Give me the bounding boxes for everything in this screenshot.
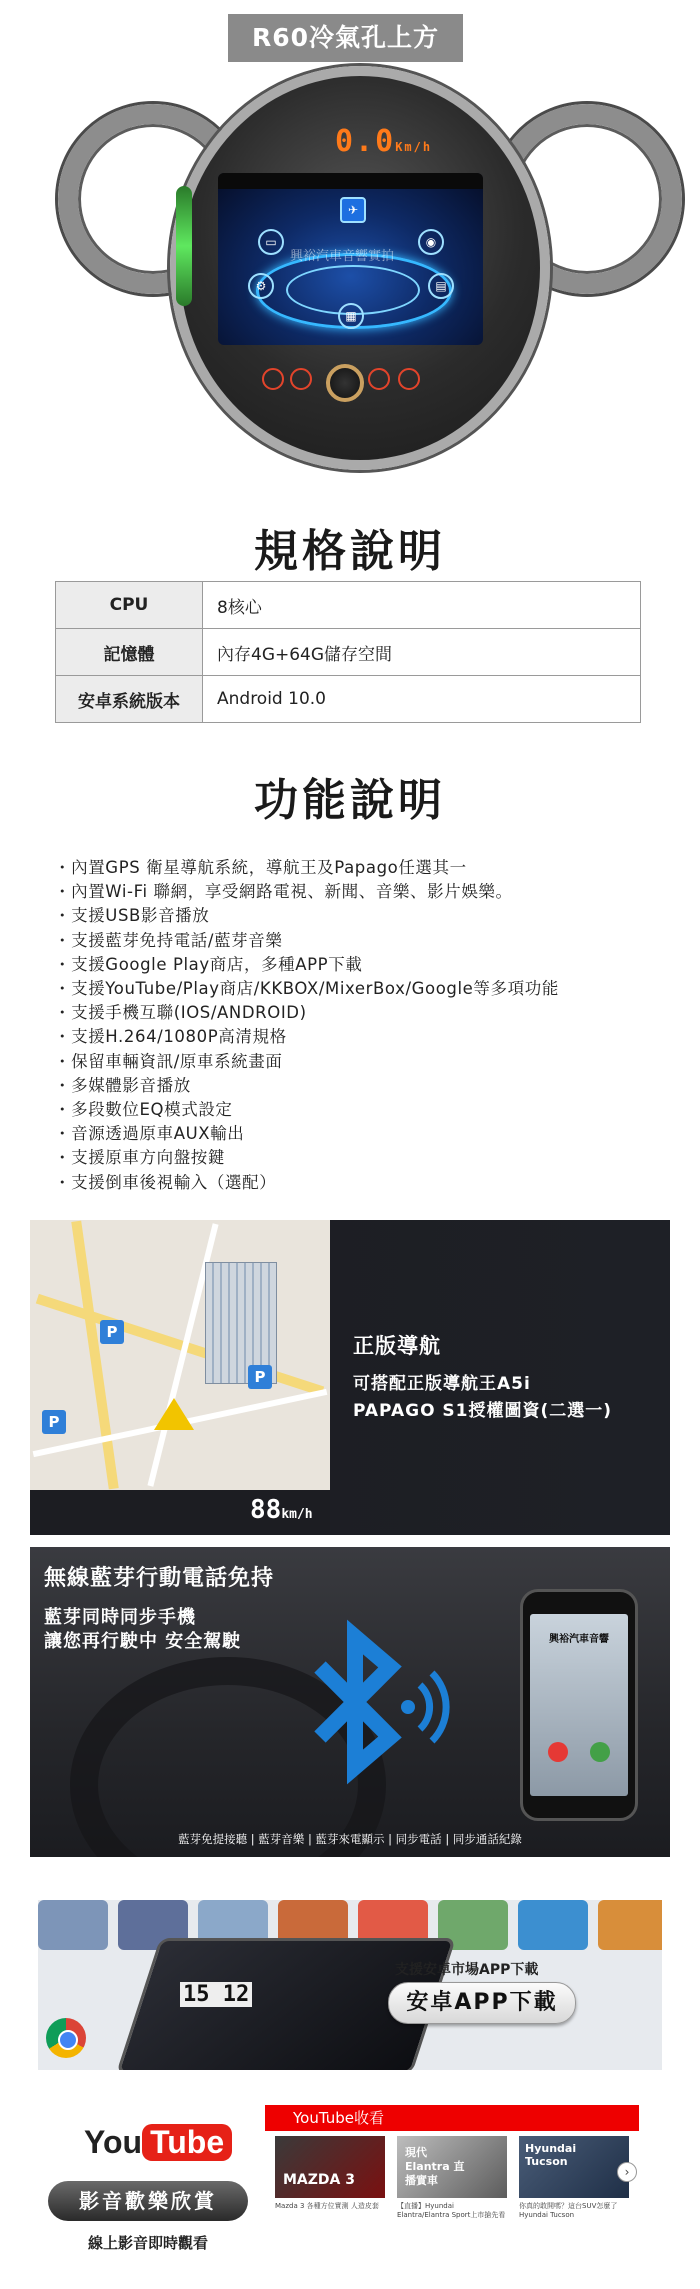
navigation-desc-line: 可搭配正版導航王A5i xyxy=(353,1374,531,1394)
parking-icon: P xyxy=(100,1320,124,1344)
table-row xyxy=(56,582,641,629)
list-item: ・ 多媒體影音播放 xyxy=(54,1074,559,1098)
decline-call-icon xyxy=(548,1742,568,1762)
list-item: ・ 支援手機互聯(IOS/ANDROID) xyxy=(54,1001,559,1025)
hardware-button-icon xyxy=(368,368,390,390)
android-app-download-button[interactable]: 安卓APP下載 xyxy=(388,1982,576,2024)
youtube-logo xyxy=(84,2124,232,2172)
video-caption: 你真的敢開嗎？這台SUV怎麼了 Hyundai Tucson xyxy=(519,2202,618,2219)
bluetooth-feature-strip: 藍芽免提接聽 | 藍芽音樂 | 藍芽來電顯示 | 同步電話 | 同步通話紀錄 xyxy=(178,1832,522,1846)
youtube-banner: 影音歡樂欣賞 xyxy=(48,2181,248,2221)
bluetooth-icon xyxy=(280,1617,460,1797)
accept-call-icon xyxy=(590,1742,610,1762)
list-item: ・ 音源透過原車AUX輸出 xyxy=(54,1122,559,1146)
spec-key: CPU xyxy=(56,582,203,629)
spec-value: Android 10.0 xyxy=(203,676,641,723)
hardware-button-icon xyxy=(262,368,284,390)
navigation-desc-line: PAPAGO S1授權圖資(二選一) xyxy=(353,1401,613,1421)
list-item: ・ 支援倒車後視輸入（選配） xyxy=(54,1171,559,1195)
thumbnail-label: Hyundai Tucson xyxy=(525,2142,577,2168)
volume-knob-icon xyxy=(326,364,364,402)
speed-digits: 88 xyxy=(250,1495,282,1525)
features-section-title: 功能說明 xyxy=(254,775,446,826)
video-caption: 【直播】Hyundai Elantra/Elantra Sport上市搶先看 xyxy=(397,2202,506,2219)
list-item: ・ 支援H.264/1080P高清規格 xyxy=(54,1025,559,1049)
bluetooth-sub-line: 藍芽同時同步手機 xyxy=(44,1607,196,1628)
app-download-caption: 支援安卓市場APP下載 xyxy=(395,1962,539,1978)
list-item: ・ 保留車輛資訊/原車系統畫面 xyxy=(54,1050,559,1074)
settings-app-icon: ⚙ xyxy=(248,273,274,299)
clock-minutes: 12 xyxy=(222,1982,250,2007)
youtube-header-bar: YouTube收看 xyxy=(265,2105,639,2131)
mount-position-tag: R60冷氣孔上方 xyxy=(228,14,463,62)
phone-call-screen xyxy=(530,1614,628,1796)
photo-watermark: 興裕汽車音響實拍 xyxy=(290,249,395,264)
youtube-logo-you: You xyxy=(84,2124,143,2160)
vehicle-position-icon xyxy=(154,1398,194,1430)
list-item: ・ 支援USB影音播放 xyxy=(54,904,559,928)
smartphone-image xyxy=(520,1589,638,1821)
list-item: ・ 支援藍芽免持電話/藍芽音樂 xyxy=(54,929,559,953)
spec-value: 內存4G+64G儲存空間 xyxy=(203,629,641,676)
navigation-description xyxy=(353,1371,612,1425)
speed-unit: Km/h xyxy=(395,140,433,154)
spec-key: 安卓系統版本 xyxy=(56,676,203,723)
thumbnail-label: MAZDA 3 xyxy=(283,2172,355,2188)
map-road xyxy=(71,1221,118,1490)
parking-icon: P xyxy=(42,1410,66,1434)
list-item: ・ 支援Google Play商店，多種APP下載 xyxy=(54,953,559,977)
navigation-title: 正版導航 xyxy=(353,1334,441,1358)
bluetooth-promo-panel xyxy=(30,1547,670,1857)
hero-product-image xyxy=(0,0,700,480)
speed-value: 0.0 xyxy=(335,124,396,159)
spec-table xyxy=(55,581,641,723)
app-tile xyxy=(38,1900,108,1950)
clock-widget xyxy=(180,1982,252,2007)
chrome-icon xyxy=(46,2018,86,2058)
map-road xyxy=(36,1294,324,1396)
hardware-button-icon xyxy=(290,368,312,390)
app-store-promo-panel xyxy=(38,1900,662,2070)
bluetooth-title: 無線藍芽行動電話免持 xyxy=(44,1566,275,1591)
youtube-logo-tube: Tube xyxy=(142,2124,232,2161)
app-tile xyxy=(598,1900,662,1950)
video-thumbnail[interactable] xyxy=(397,2136,507,2198)
caller-name: 興裕汽車音響 xyxy=(549,1634,609,1645)
ambient-light-arc xyxy=(176,186,192,306)
app-tile xyxy=(518,1900,588,1950)
bluetooth-subtitle xyxy=(44,1606,241,1654)
speed-readout xyxy=(335,124,432,159)
apps-grid-icon: ▦ xyxy=(338,303,364,329)
hardware-button-icon xyxy=(398,368,420,390)
youtube-video-list xyxy=(275,2136,635,2256)
map-screenshot xyxy=(30,1220,330,1535)
spec-section-title: 規格說明 xyxy=(254,526,446,577)
list-item: ・ 支援YouTube/Play商店/KKBOX/MixerBox/Google等多項功能 xyxy=(54,977,559,1001)
status-bar xyxy=(218,173,483,189)
table-row xyxy=(56,629,641,676)
speed-display xyxy=(250,1495,313,1525)
table-row xyxy=(56,676,641,723)
thumbnail-label: 現代 Elantra 直播實車 xyxy=(405,2146,465,2187)
bluetooth-sub-line: 讓您再行駛中 安全駕駛 xyxy=(44,1631,242,1652)
parking-icon: P xyxy=(248,1365,272,1389)
spec-value: 8核心 xyxy=(203,582,641,629)
speed-unit: km/h xyxy=(281,1507,313,1522)
list-item: ・ 內置Wi-Fi 聯網，享受網路電視、新聞、音樂、影片娛樂。 xyxy=(54,880,559,904)
youtube-subtitle: 線上影音即時觀看 xyxy=(87,2234,208,2252)
video-thumbnail[interactable] xyxy=(275,2136,385,2198)
radio-app-icon: ▤ xyxy=(428,273,454,299)
spec-key: 記憶體 xyxy=(56,629,203,676)
car-app-icon: ▭ xyxy=(258,229,284,255)
chevron-right-icon[interactable]: › xyxy=(617,2162,637,2182)
list-item: ・ 多段數位EQ模式設定 xyxy=(54,1098,559,1122)
list-item: ・ 內置GPS 衛星導航系統，導航王及Papago任選其一 xyxy=(54,856,559,880)
list-item: ・ 支援原車方向盤按鍵 xyxy=(54,1146,559,1170)
video-thumbnail[interactable] xyxy=(519,2136,629,2198)
navigation-app-icon: ✈ xyxy=(340,197,366,223)
camera-app-icon: ◉ xyxy=(418,229,444,255)
clock-hours: 15 xyxy=(183,1982,210,2007)
feature-list xyxy=(54,856,559,1195)
video-caption: Mazda 3 各種方位實測 人造皮套 xyxy=(275,2202,379,2210)
